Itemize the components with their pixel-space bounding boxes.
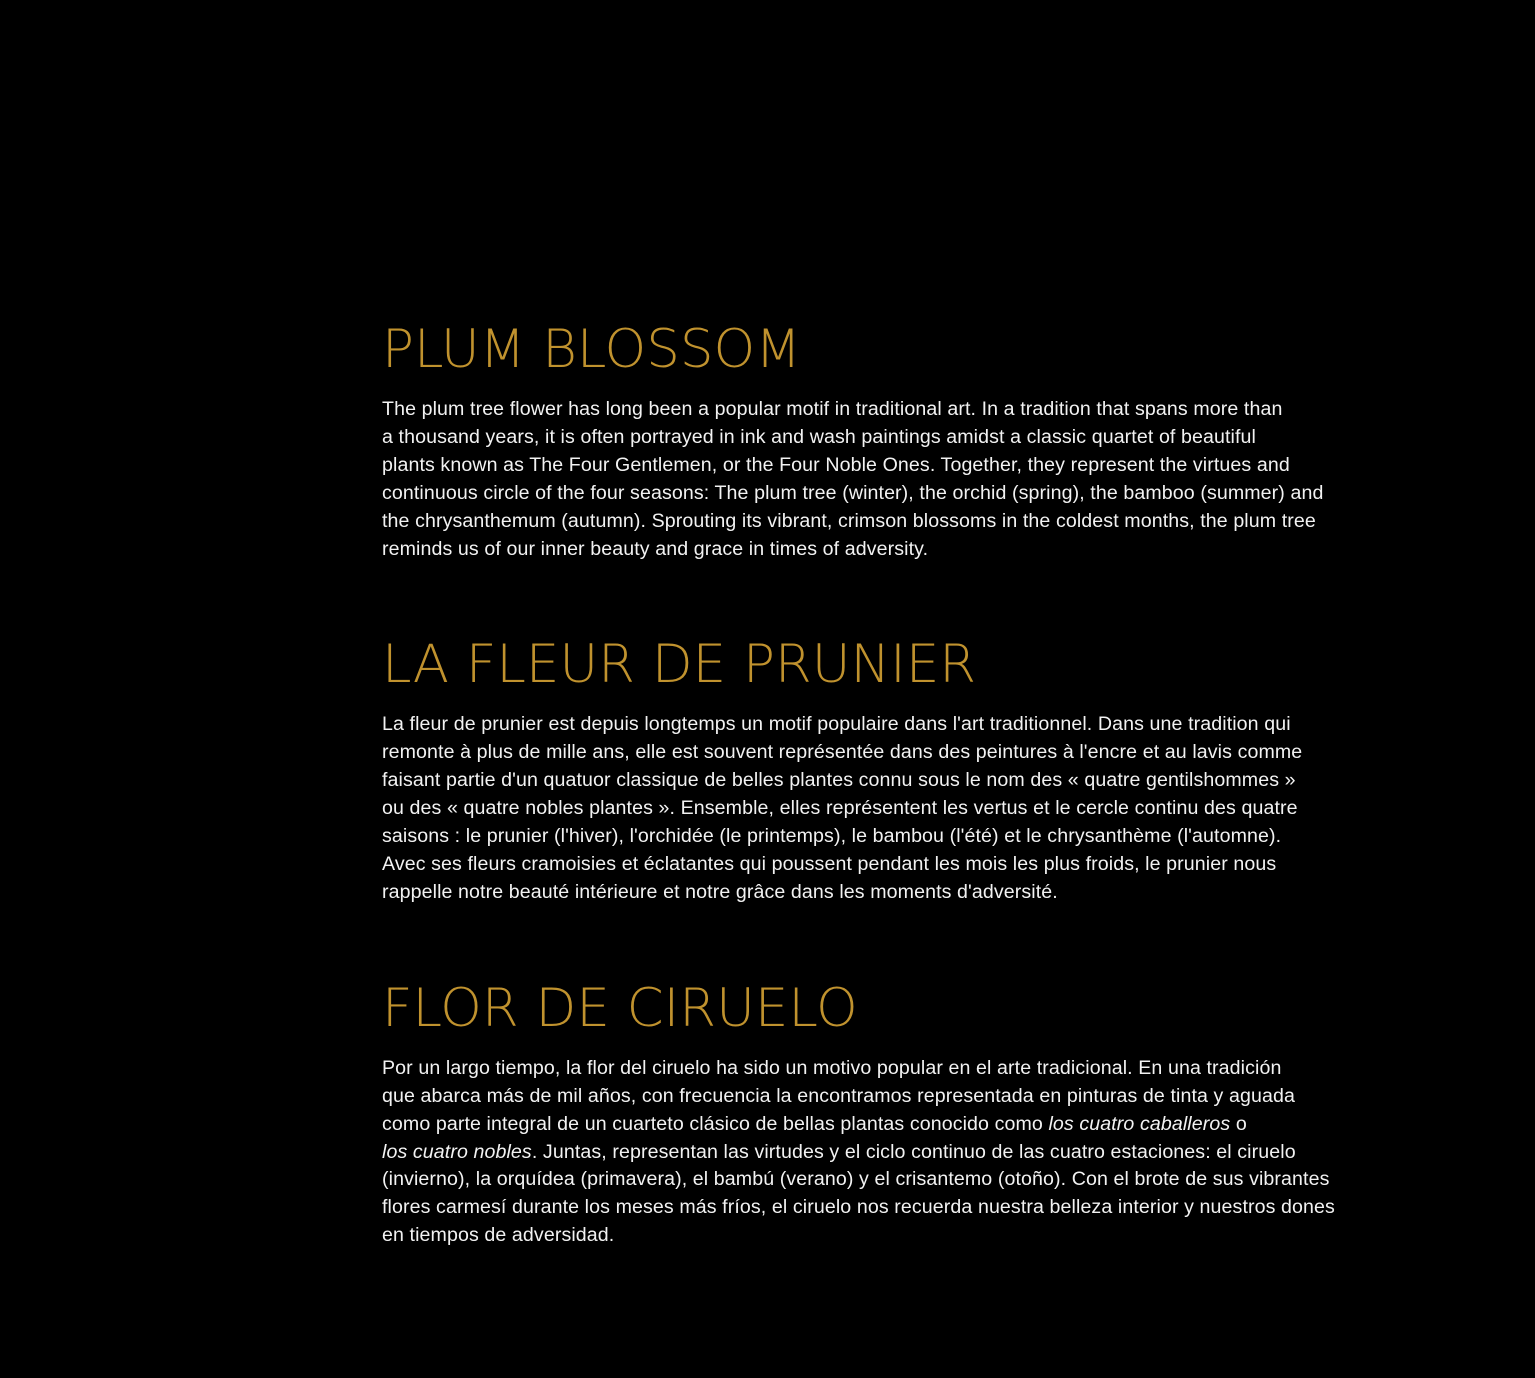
- body-line: La fleur de prunier est depuis longtemps un motif populaire dans l'art traditionnel. Dans une tradition qui: [382, 713, 1291, 736]
- section-body-english: [382, 396, 1402, 563]
- body-line: (invierno), la orquídea (primavera), el bambú (verano) y el crisantemo (otoño). Con el brote de sus vibrantes: [382, 1168, 1330, 1191]
- body-line: flores carmesí durante los meses más fríos, el ciruelo nos recuerda nuestra belleza interior y nuestros dones: [382, 1196, 1335, 1219]
- section-title-spanish: FLOR DE CIRUELO: [382, 977, 858, 1039]
- body-line: rappelle notre beauté intérieure et notre grâce dans les moments d'adversité.: [382, 880, 1058, 903]
- body-line: faisant partie d'un quatuor classique de belles plantes connu sous le nom des « quatre gentilshommes »: [382, 769, 1296, 792]
- italic-term: los cuatro nobles: [382, 1140, 532, 1163]
- italic-term: los cuatro caballeros: [1048, 1112, 1231, 1135]
- page-content: [382, 318, 1402, 1250]
- body-line: en tiempos de adversidad.: [382, 1224, 615, 1247]
- section-english: [382, 318, 1402, 563]
- body-line: o: [1230, 1112, 1247, 1135]
- body-line: Por un largo tiempo, la flor del ciruelo ha sido un motivo popular en el arte tradicional. En una tradición: [382, 1056, 1282, 1079]
- body-line: Avec ses fleurs cramoisies et éclatantes qui poussent pendant les mois les plus froids, le prunier nous: [382, 852, 1277, 875]
- section-title-english: PLUM BLOSSOM: [382, 319, 802, 380]
- body-line: continuous circle of the four seasons: The plum tree (winter), the orchid (spring), the bamboo (summer) and: [382, 481, 1324, 504]
- body-line: The plum tree flower has long been a popular motif in traditional art. In a tradition that spans more than: [382, 398, 1283, 420]
- section-body-french: [382, 711, 1402, 906]
- body-line: reminds us of our inner beauty and grace in times of adversity.: [382, 537, 929, 560]
- body-line: saisons : le prunier (l'hiver), l'orchidée (le printemps), le bambou (l'été) et le chrysanthème (l'automne).: [382, 825, 1282, 848]
- body-line: que abarca más de mil años, con frecuencia la encontramos representada en pinturas de tinta y aguada: [382, 1084, 1295, 1107]
- section-body-spanish: [382, 1055, 1402, 1250]
- section-spanish: [382, 977, 1402, 1250]
- body-line: como parte integral de un cuarteto clásico de bellas plantas conocido como: [382, 1112, 1049, 1135]
- body-line: . Juntas, representan las virtudes y el ciclo continuo de las cuatro estaciones: el ciruelo: [531, 1140, 1296, 1163]
- body-line: plants known as The Four Gentlemen, or the Four Noble Ones. Together, they represent the virtues and: [382, 453, 1290, 476]
- section-french: [382, 633, 1402, 906]
- body-line: remonte à plus de mille ans, elle est souvent représentée dans des peintures à l'encre et au lavis comme: [382, 741, 1303, 764]
- section-title-french: LA FLEUR DE PRUNIER: [382, 634, 977, 696]
- body-line: ou des « quatre nobles plantes ». Ensemble, elles représentent les vertus et le cercle continu des quatre: [382, 797, 1298, 820]
- body-line: the chrysanthemum (autumn). Sprouting its vibrant, crimson blossoms in the coldest months, the plum tree: [382, 509, 1316, 532]
- body-line: a thousand years, it is often portrayed in ink and wash paintings amidst a classic quartet of beautiful: [382, 425, 1257, 448]
